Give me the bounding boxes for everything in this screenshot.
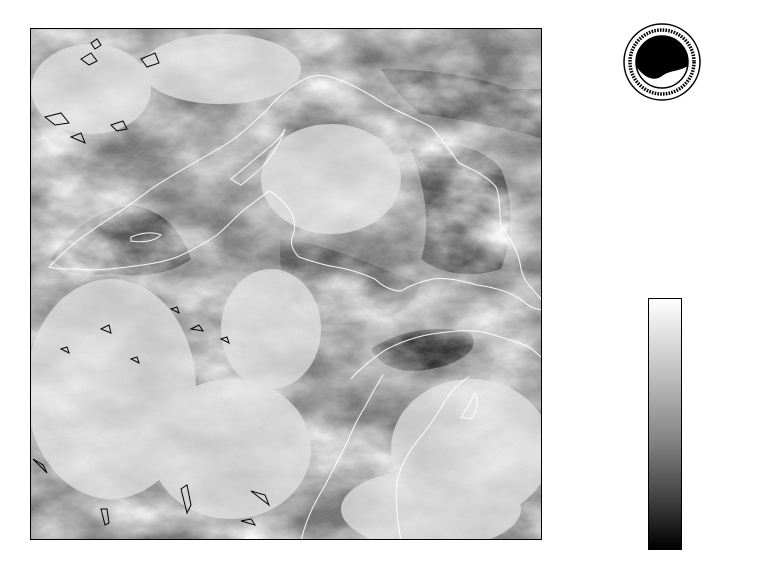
noaa-logo xyxy=(622,20,702,112)
satellite-map xyxy=(30,28,542,540)
image-grain xyxy=(31,29,542,540)
colorbar xyxy=(648,298,682,550)
noaa-emblem xyxy=(622,20,702,112)
satellite-image xyxy=(31,29,542,540)
datetime-label xyxy=(556,113,772,127)
title-block xyxy=(556,112,772,127)
